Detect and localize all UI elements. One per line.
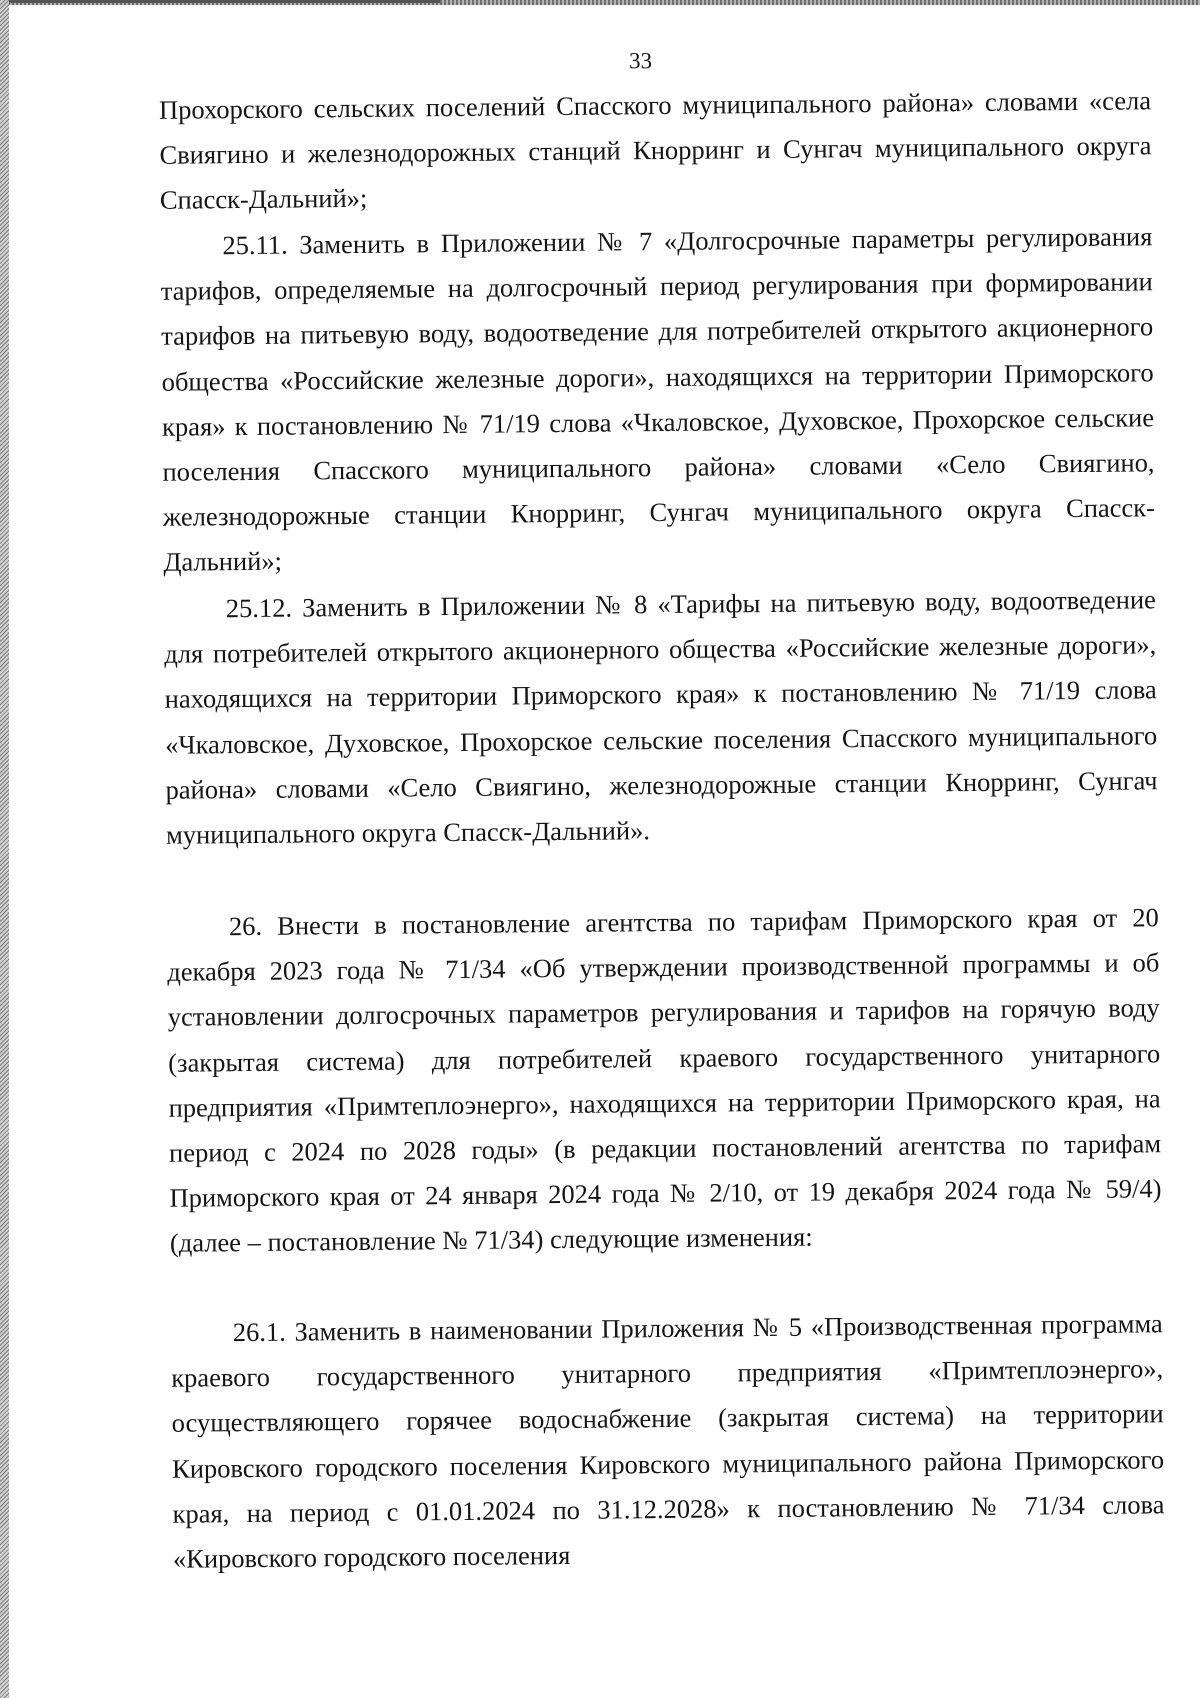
scan-edge-left — [0, 0, 9, 1698]
paragraph-26-1: 26.1. Заменить в наименовании Приложения № 5 «Производственная программа краевого государственного унитарного предприятия «Примтеплоэнерго», осуществляющего горячее водоснабжение (закрытая система) на территории Кировского городского поселения Кировского муниципального района Приморского края, на период с 01.01.2024 по 31.12.2028» к постановлению № 71/34 слова «Кировского городского поселения — [171, 1308, 1165, 1574]
paragraph-continuation: Прохорского сельских поселений Спасского муниципального района» словами «села Свиягино и железнодорожных станций Кнорринг и Сунгач муниципального округа Спасск-Дальний»; — [158, 85, 1152, 216]
paragraph-25-11: 25.11. Заменить в Приложении № 7 «Долгосрочные параметры регулирования тарифов, определяемые на долгосрочный период регулирования при формировании тарифов на питьевую воду, водоотведение для потребителей открытого акционерного общества «Российские железные дороги», находящихся на территории Приморского края» к постановлению № 71/19 слова «Чкаловское, Духовское, Прохорское сельские поселения Спасского муниципального района» словами «Село Свиягино, железнодорожные станции Кнорринг, Сунгач муниципального округа Спасск-Дальний»; — [160, 221, 1156, 578]
paragraph-26: 26. Внести в постановление агентства по тарифам Приморского края от 20 декабря 2023 года № 71/34 «Об утверждении производственной программы и об установлении долгосрочных параметров регулирования и тарифов на горячую воду (закрытая система) для потребителей краевого государственного унитарного предприятия «Примтеплоэнерго», находящихся на территории Приморского края, на период с 2024 по 2028 годы» (в редакции постановлений агентства по тарифам Приморского края от 24 января 2024 года № 2/10, от 19 декабря 2024 года № 59/4) (далее – постановление № 71/34) следующие изменения: — [167, 902, 1162, 1259]
page-number: 33 — [628, 48, 653, 74]
document-page — [140, 0, 1166, 1698]
paragraph-25-12: 25.12. Заменить в Приложении № 8 «Тарифы на питьевую воду, водоотведение для потребителей открытого акционерного общества «Российские железные дороги», находящихся на территории Приморского края» к постановлению № 71/19 слова «Чкаловское, Духовское, Прохорское сельские поселения Спасского муниципального района» словами «Село Свиягино, железнодорожные станции Кнорринг, Сунгач муниципального округа Спасск-Дальний». — [164, 584, 1158, 850]
